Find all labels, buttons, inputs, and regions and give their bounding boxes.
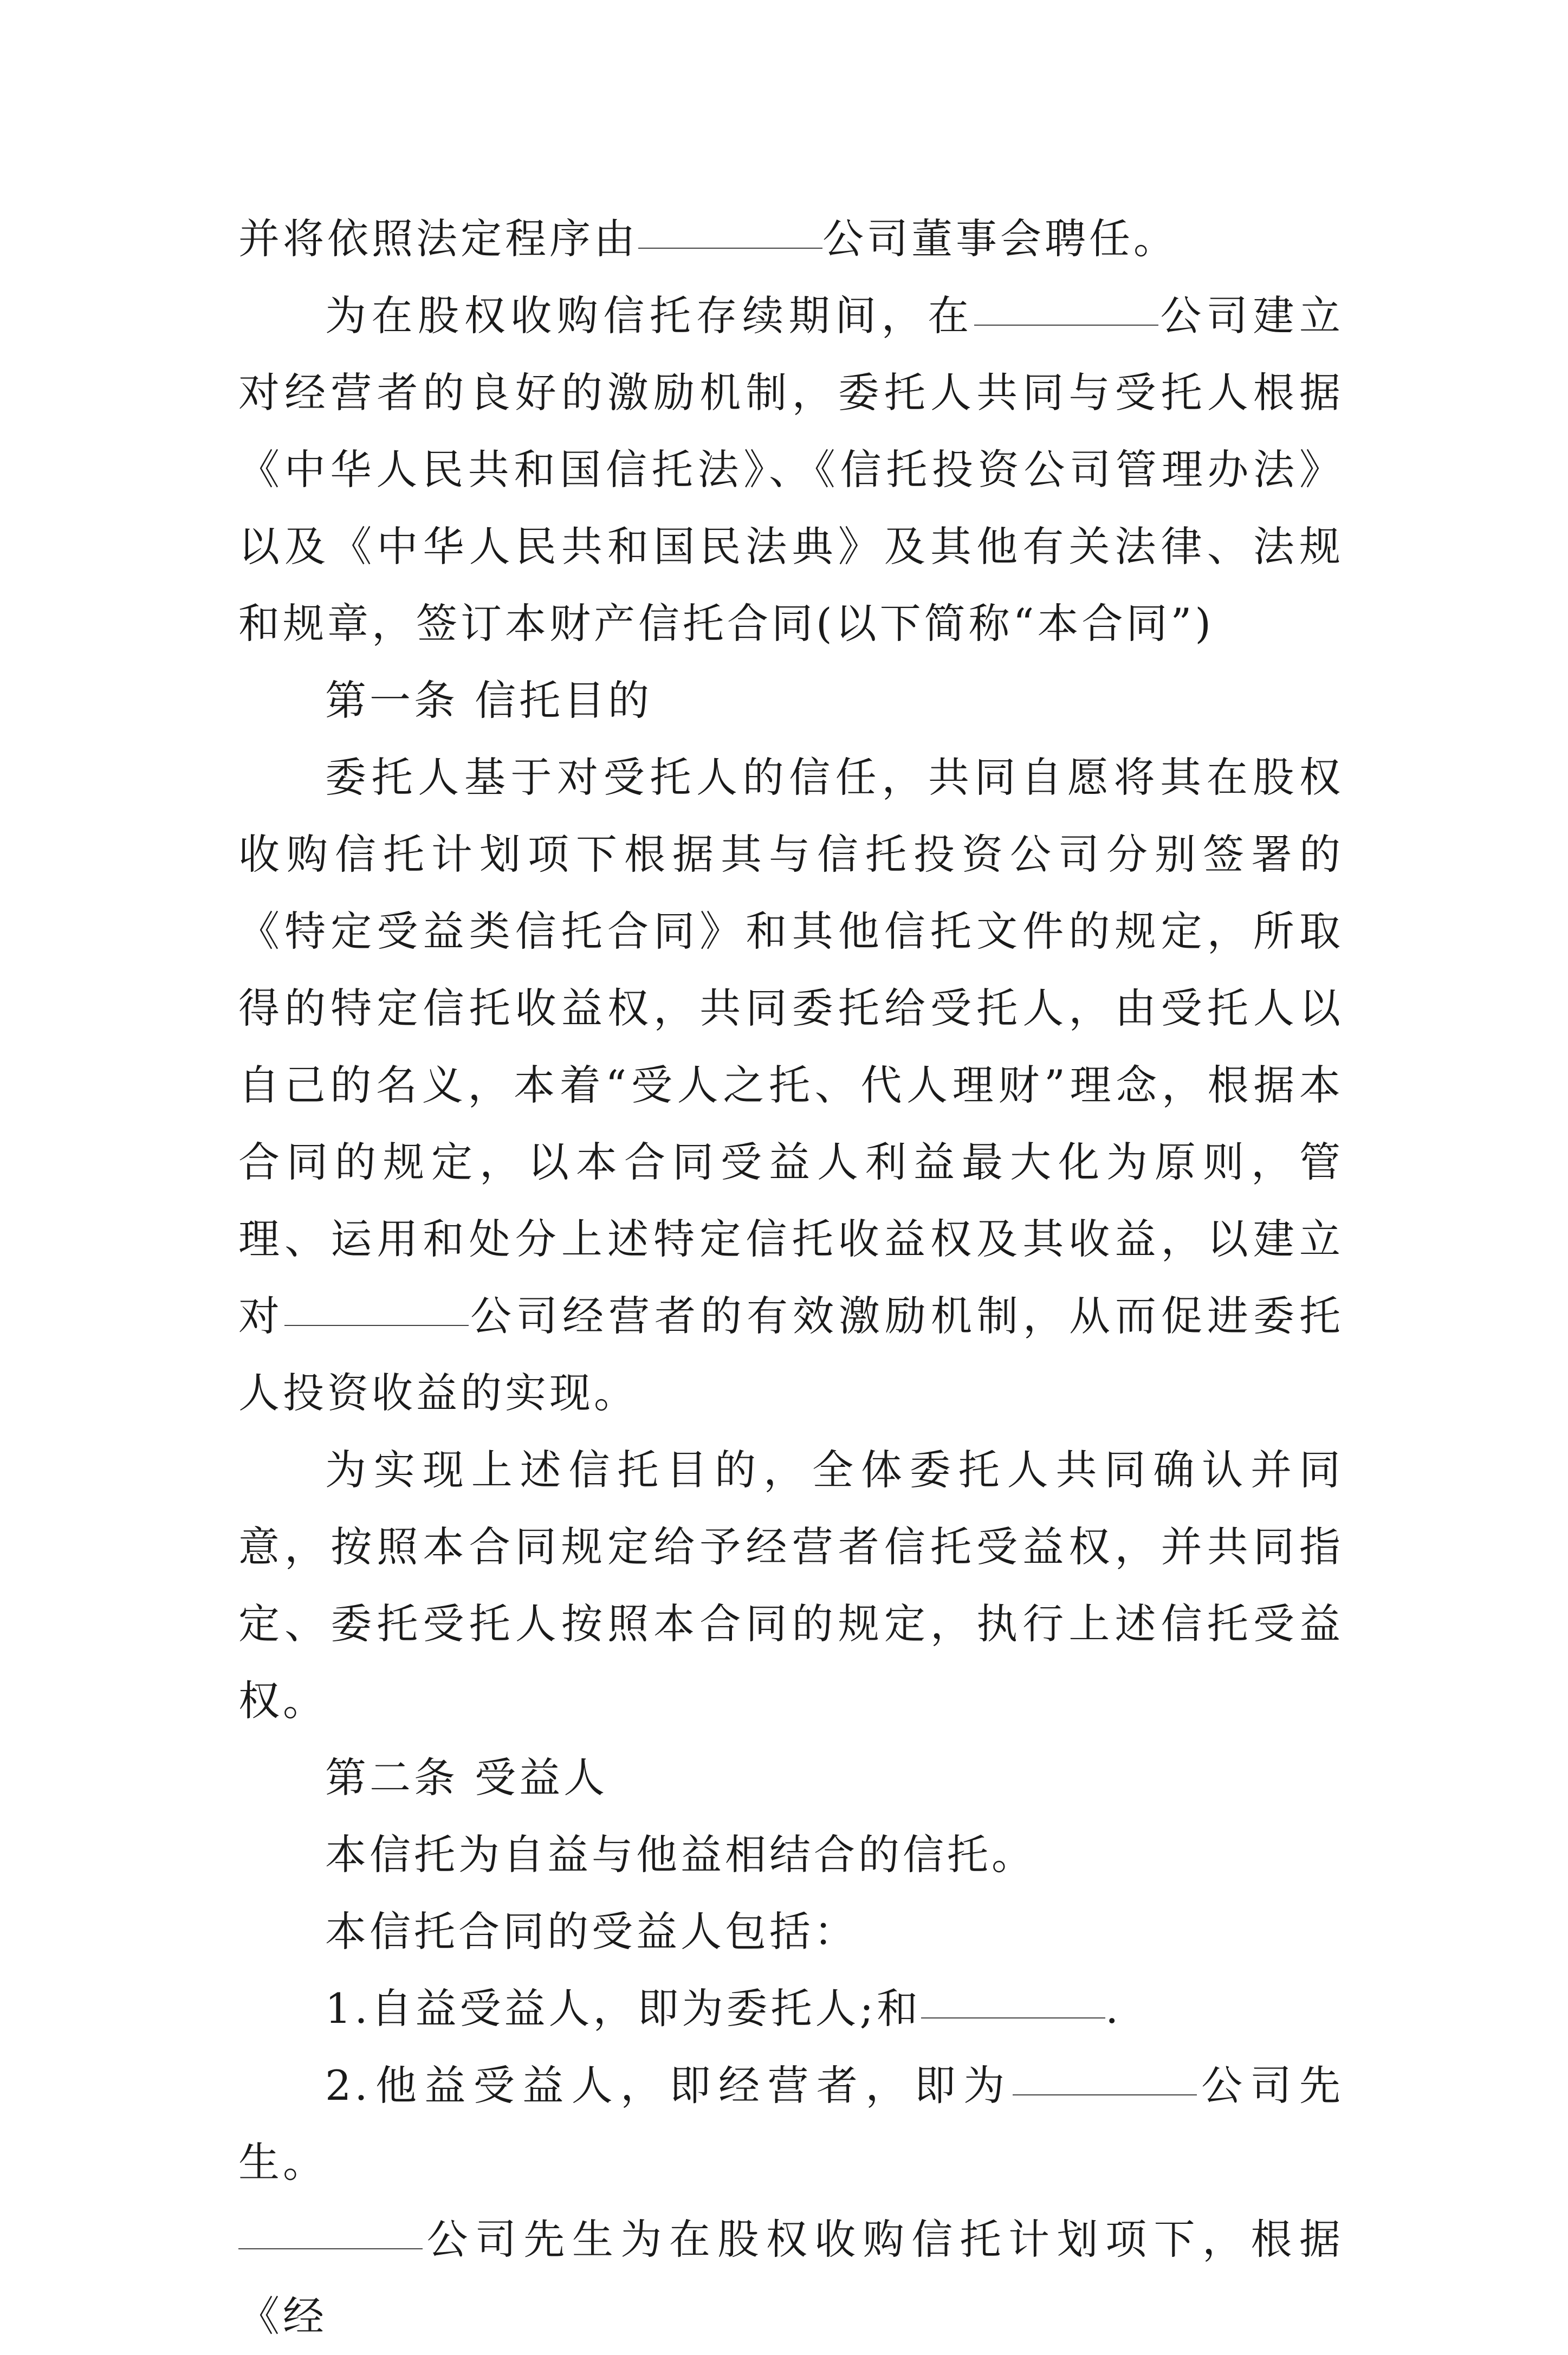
paragraph-text: 公司经营者的有效激励机制，从而促进委托人投资收益的实现。 bbox=[238, 1292, 1344, 1417]
paragraph-text: 委托人基于对受托人的信任，共同自愿将其在股权收购信托计划项下根据其与信托投资公司分别签署的《特定受益类信托合同》和其他信托文件的规定，所取得的特定信托收益权，共同委托给受托人，由受托人以自己的名义，本着“受人之托、代人理财”理念，根据本合同的规定，以本合同受益人利益最大化为原则，管理、运用和处分上述特定信托收益权及其收益，以建立对 bbox=[238, 753, 1344, 1340]
paragraph-text: 并将依照法定程序由 bbox=[238, 215, 638, 263]
fill-in-blank bbox=[284, 1324, 469, 1326]
fill-in-blank bbox=[1013, 2094, 1197, 2095]
paragraph-trust-type: 本信托为自益与他益相结合的信托。 bbox=[325, 1830, 1036, 1879]
paragraph-preamble bbox=[238, 277, 1344, 662]
paragraph-text: 公司建立对经营者的良好的激励机制，委托人共同与受托人根据《中华人民共和国信托法》、《信托投资公司管理办法》以及《中华人民共和国民法典》及其他有关法律、法规和规章，签订本财产信托合同(以下简称“本合同”) bbox=[238, 292, 1344, 648]
paragraph-appointment bbox=[238, 200, 1344, 277]
list-item-self-beneficiary bbox=[238, 1970, 1344, 2047]
fill-in-blank bbox=[238, 2248, 423, 2249]
article-heading-1: 第一条 信托目的 bbox=[325, 676, 653, 724]
fill-in-blank bbox=[921, 2017, 1105, 2018]
paragraph-continuation bbox=[238, 2201, 1344, 2355]
fill-in-blank bbox=[974, 324, 1158, 326]
paragraph-trust-purpose bbox=[238, 739, 1344, 1432]
fill-in-blank bbox=[638, 247, 822, 249]
article-heading-2: 第二条 受益人 bbox=[325, 1754, 608, 1802]
paragraph-text: 公司董事会聘任。 bbox=[822, 215, 1178, 263]
paragraph-text: 2.他益受益人，即经营者，即为 bbox=[325, 2061, 1013, 2110]
paragraph-text: 为在股权收购信托存续期间，在 bbox=[325, 292, 974, 340]
paragraph-text: 公司先生为在股权收购信托计划项下，根据《经 bbox=[238, 2215, 1344, 2340]
paragraph-beneficiaries-intro: 本信托合同的受益人包括： bbox=[325, 1907, 858, 1956]
paragraph-text: . bbox=[1105, 1984, 1122, 2033]
paragraph-text: 公司先生。 bbox=[238, 2061, 1344, 2186]
document-body bbox=[238, 200, 1344, 2355]
paragraph-confirmation: 为实现上述信托目的，全体委托人共同确认并同意，按照本合同规定给予经营者信托受益权，并共同指定、委托受托人按照本合同的规定，执行上述信托受益权。 bbox=[238, 1446, 1344, 1725]
paragraph-text: 1.自益受益人，即为委托人;和 bbox=[325, 1984, 922, 2033]
list-item-other-beneficiary bbox=[238, 2047, 1344, 2201]
